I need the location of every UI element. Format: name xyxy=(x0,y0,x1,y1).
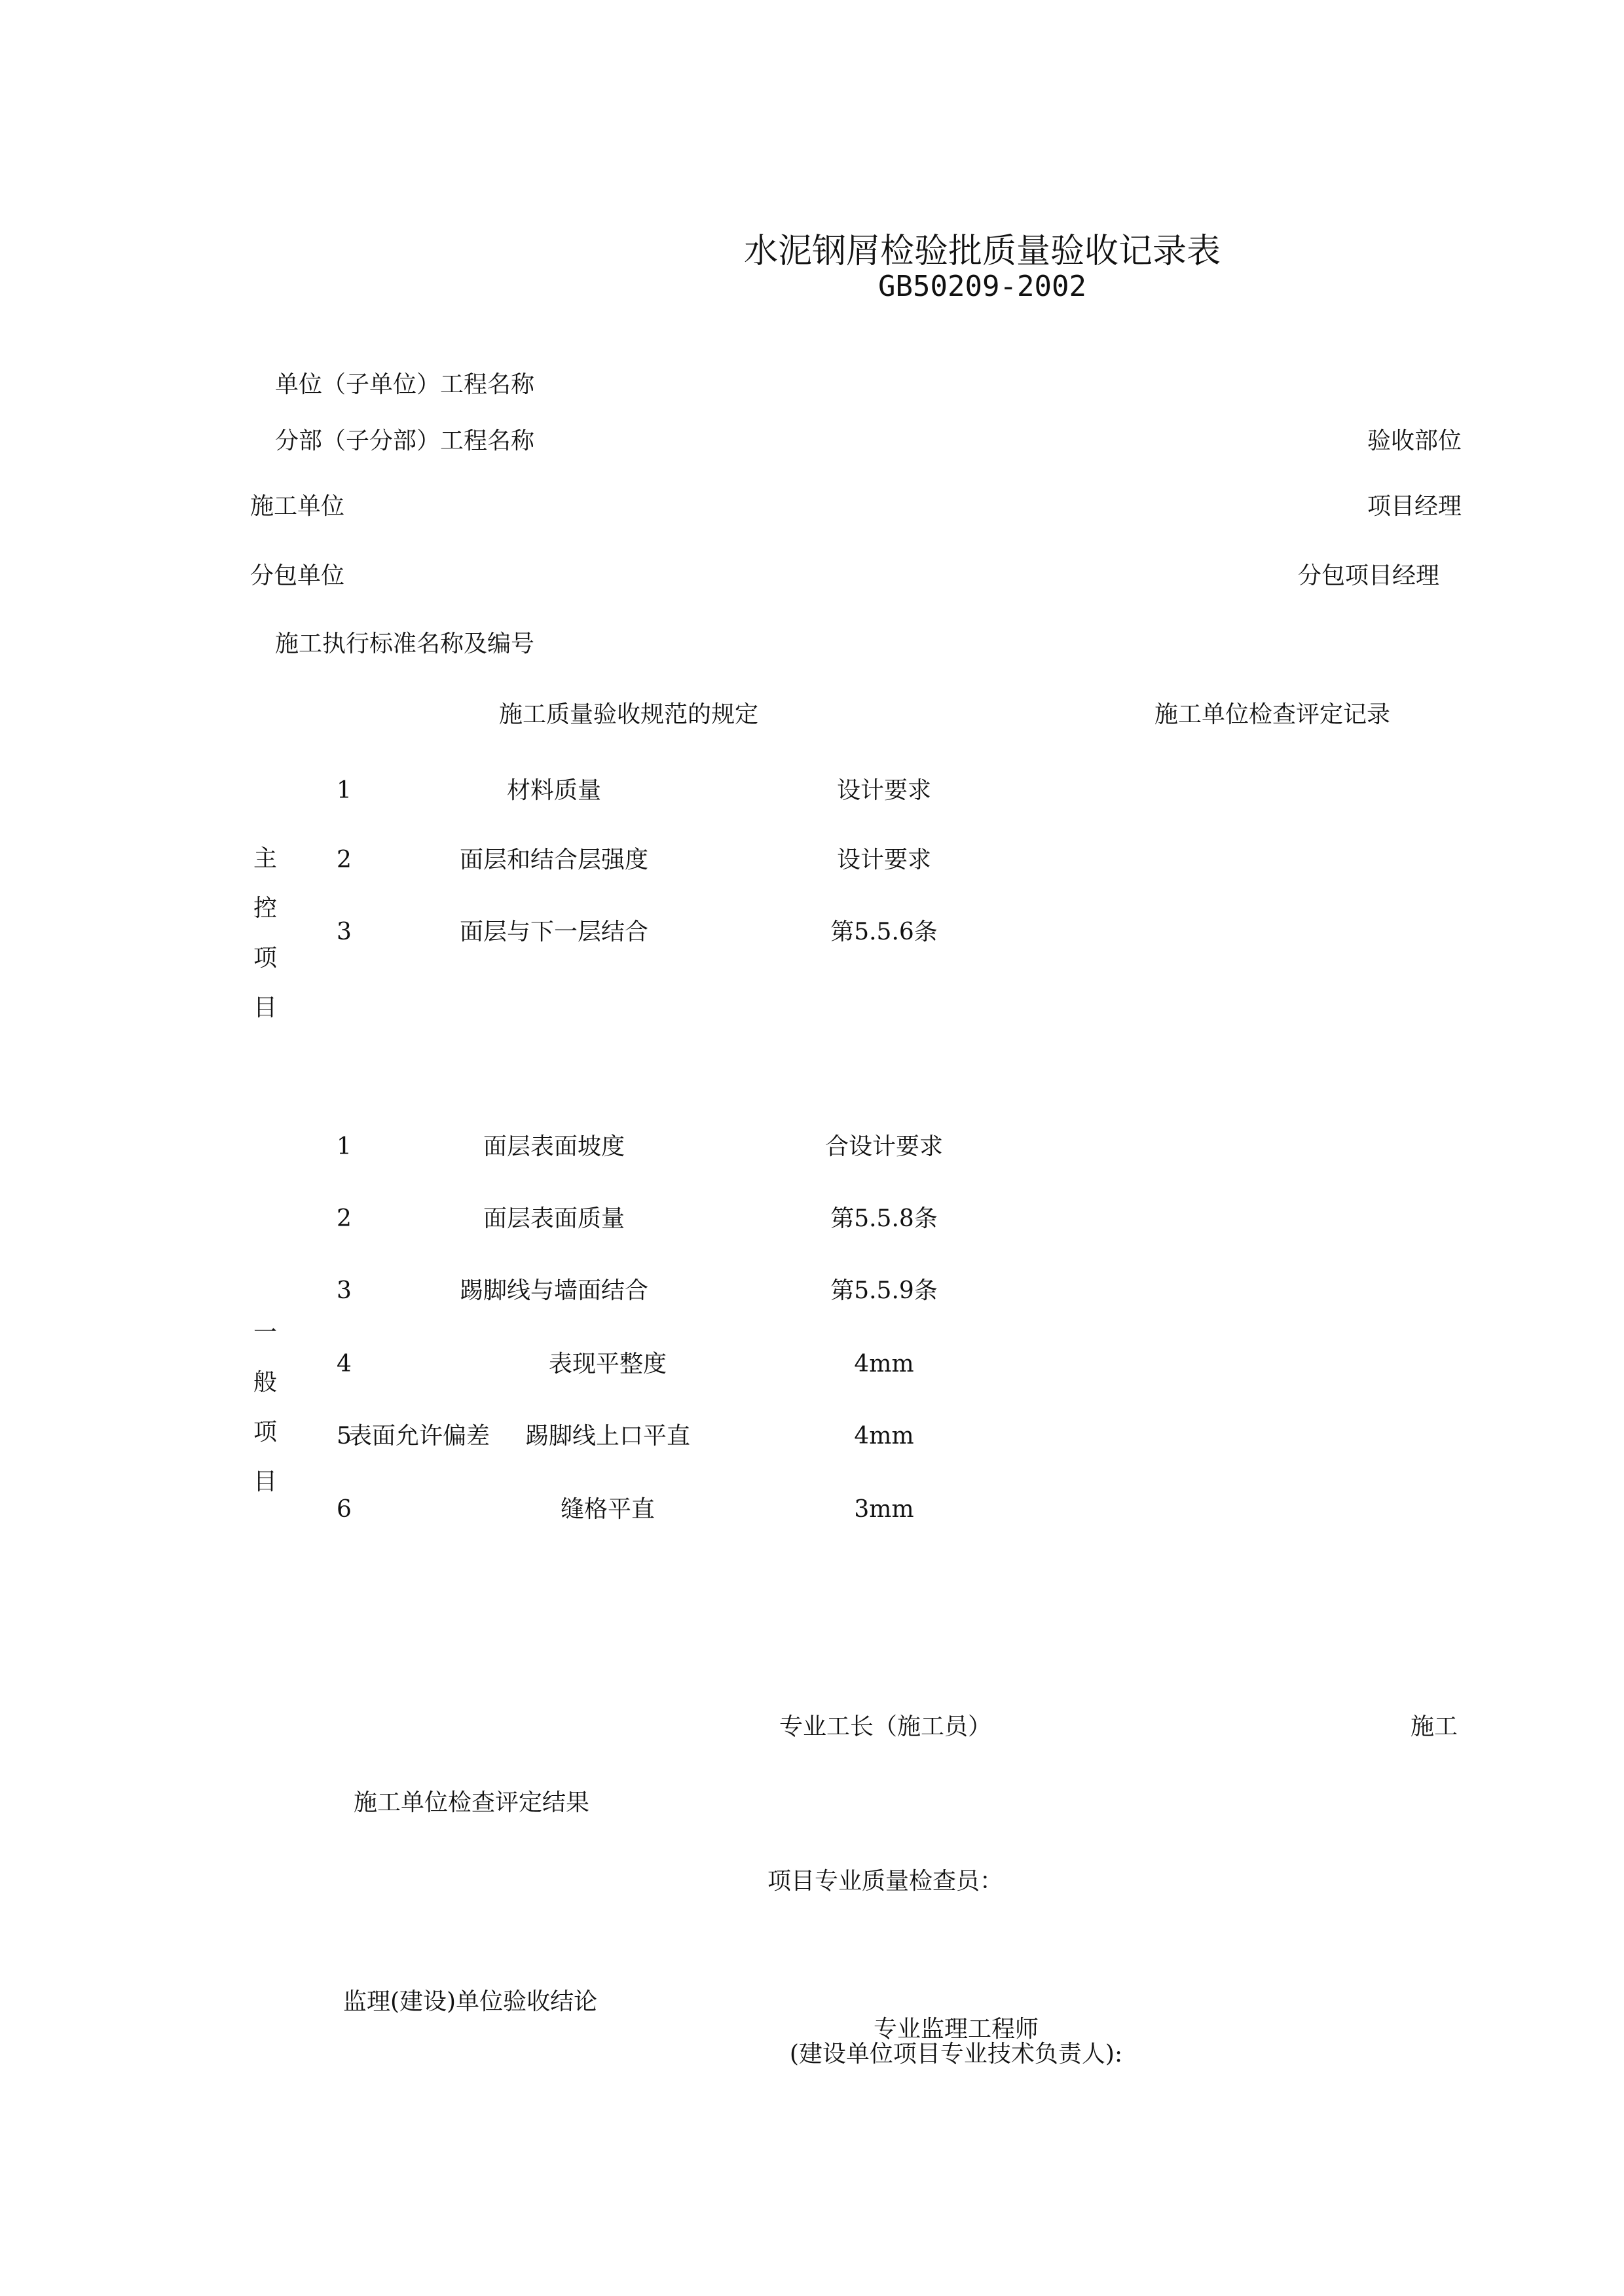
item-requirement: 第5.5.9条 xyxy=(830,1277,938,1304)
quality-inspector-label: 项目专业质量检查员： xyxy=(767,1868,1004,1895)
row-number: 3 xyxy=(337,1277,352,1304)
item-requirement: 第5.5.6条 xyxy=(830,919,938,945)
owner-representative-label: (建设单位项目专业技术负责人): xyxy=(789,2041,1123,2068)
row-number: 1 xyxy=(337,777,352,804)
item-name: 面层和结合层强度 xyxy=(459,847,649,873)
standard-code: GB50209-2002 xyxy=(878,270,1086,303)
check-result-label: 施工单位检查评定结果 xyxy=(354,1789,590,1816)
row-number: 3 xyxy=(337,919,352,945)
tolerance-group-text: 表面允许偏差 xyxy=(348,1423,490,1449)
spec-header: 施工质量验收规范的规定 xyxy=(498,701,759,728)
subcontract-unit-label: 分包单位 xyxy=(250,562,345,589)
item-name: 表现平整度 xyxy=(548,1351,667,1377)
item-requirement: 4mm xyxy=(854,1423,914,1449)
construction-unit-label: 施工单位 xyxy=(250,493,345,520)
general-items-label: 一般项目 xyxy=(253,1319,277,1495)
supervision-conclusion-label: 监理(建设)单位验收结论 xyxy=(343,1988,598,2015)
project-manager-label: 项目经理 xyxy=(1367,493,1462,520)
subcontract-manager-label: 分包项目经理 xyxy=(1297,562,1439,589)
item-requirement: 设计要求 xyxy=(836,777,932,804)
item-name: 缝格平直 xyxy=(560,1496,655,1523)
row-number: 5 xyxy=(337,1423,352,1449)
foreman-label: 专业工长（施工员） xyxy=(779,1713,992,1740)
item-name: 材料质量 xyxy=(506,777,602,804)
form-title: 水泥钢屑检验批质量验收记录表 xyxy=(743,232,1221,271)
sub-project-label: 分部（子分部）工程名称 xyxy=(275,428,535,454)
standard-label: 施工执行标准名称及编号 xyxy=(275,630,535,657)
row-number: 2 xyxy=(337,1205,352,1232)
row-number: 6 xyxy=(337,1496,352,1523)
tolerance-group-label xyxy=(348,1423,490,1451)
item-name: 踢脚线上口平直 xyxy=(525,1423,691,1449)
construction-label: 施工 xyxy=(1410,1713,1458,1740)
item-name: 面层表面坡度 xyxy=(483,1133,625,1160)
item-requirement: 设计要求 xyxy=(836,847,932,873)
item-name: 踢脚线与墙面结合 xyxy=(459,1277,649,1304)
item-requirement: 合设计要求 xyxy=(824,1133,944,1160)
main-items-label: 主控项目 xyxy=(253,845,277,1021)
item-name: 面层表面质量 xyxy=(483,1205,625,1232)
item-requirement: 3mm xyxy=(854,1496,914,1523)
record-header: 施工单位检查评定记录 xyxy=(1154,701,1391,728)
supervising-engineer-label: 专业监理工程师 xyxy=(873,2016,1039,2043)
row-number: 2 xyxy=(337,847,352,873)
row-number: 1 xyxy=(337,1133,352,1160)
unit-project-label: 单位（子单位）工程名称 xyxy=(275,371,535,398)
item-name: 面层与下一层结合 xyxy=(459,919,649,945)
item-requirement: 第5.5.8条 xyxy=(830,1205,938,1232)
row-number: 4 xyxy=(337,1351,352,1377)
acceptance-part-label: 验收部位 xyxy=(1367,428,1462,454)
item-requirement: 4mm xyxy=(854,1351,914,1377)
